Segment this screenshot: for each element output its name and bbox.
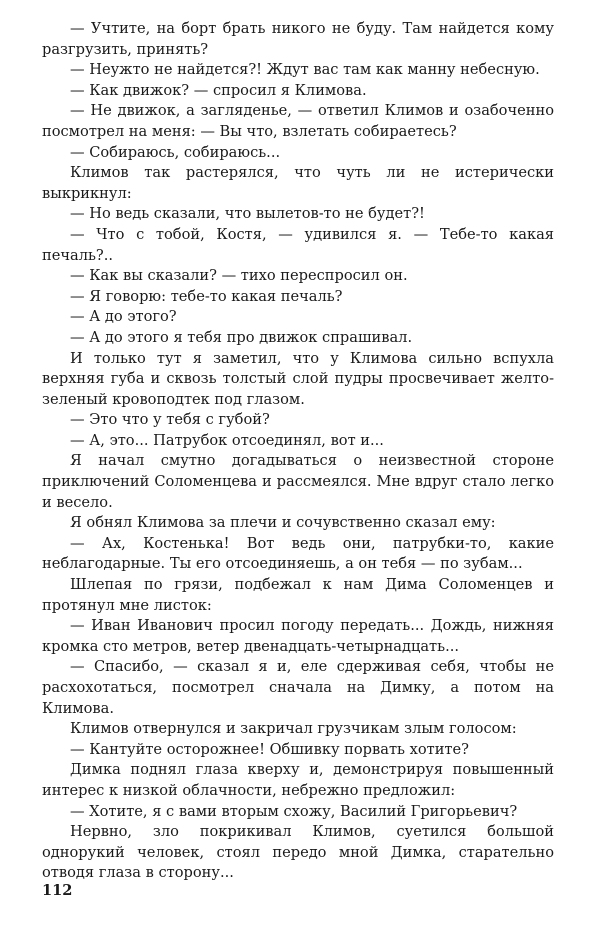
paragraph: — А, это... Патрубок отсоединял, вот и... [70,431,384,449]
paragraph: Шлепая по грязи, подбежал к нам Дима Соломенцев и протянул мне листок: [42,576,554,614]
paragraph: — Я говорю: тебе-то какая печаль? [70,287,343,305]
paragraph: Нервно, зло покрикивал Климов, суетился большой однорукий человек, стоял передо мной Димка, старательно отводя глаза в сторону... [42,823,554,882]
paragraph: — Хотите, я с вами вторым схожу, Василий Григорьевич? [70,802,518,820]
paragraph: Климов так растерялся, что чуть ли не истерически выкрикнул: [42,164,554,202]
paragraph: — Иван Иванович просил погоду передать... Дождь, нижняя кромка сто метров, ветер двенадцать-четырнадцать... [42,617,554,655]
page-number: 112 [42,882,73,899]
paragraph: — А до этого? [70,308,177,326]
paragraph: — Собираюсь, собираюсь... [70,143,281,161]
paragraph: — А до этого я тебя про движок спрашивал. [70,328,413,346]
paragraph: — Что с тобой, Костя, — удивился я. — Тебе-то какая печаль?.. [42,225,554,264]
paragraph: — Учтите, на борт брать никого не буду. Там найдется кому разгрузить, принять? [42,20,554,58]
paragraph: — Спасибо, — сказал я и, еле сдерживая себя, чтобы не расхохотаться, посмотрел сначала на Димку, а потом на Климова. [42,658,554,717]
paragraph: — Кантуйте осторожнее! Обшивку порвать хотите? [70,740,469,758]
paragraph: Я обнял Климова за плечи и сочувственно сказал ему: [70,514,496,532]
paragraph: И только тут я заметил, что у Климова сильно вспухла верхняя губа и сквозь толстый слой пудры просвечивает желто-зеленый кровоподтек под глазом. [42,349,554,408]
paragraph: — Не движок, а загляденье, — ответил Климов и озабоченно посмотрел на меня: — Вы что, взлетать собираетесь? [42,102,554,140]
paragraph: — Неужто не найдется?! Ждут вас там как манну небесную. [70,61,540,79]
paragraph: — Как вы сказали? — тихо переспросил он. [70,267,408,285]
paragraph: — Это что у тебя с губой? [70,411,270,429]
paragraph: — Ах, Костенька! Вот ведь они, патрубки-то, какие неблагодарные. Ты его отсоединяешь, а он тебя — по зубам... [42,534,554,573]
paragraph: Климов отвернулся и закричал грузчикам злым голосом: [70,720,517,738]
paragraph: Димка поднял глаза кверху и, демонстрируя повышенный интерес к низкой облачности, небрежно предложил: [42,761,554,799]
paragraph: — Как движок? — спросил я Климова. [70,81,367,99]
paragraph: — Но ведь сказали, что вылетов-то не будет?! [70,205,425,223]
page-text [42,19,554,884]
paragraph: Я начал смутно догадываться о неизвестной стороне приключений Соломенцева и рассмеялся. Мне вдруг стало легко и весело. [42,452,554,511]
